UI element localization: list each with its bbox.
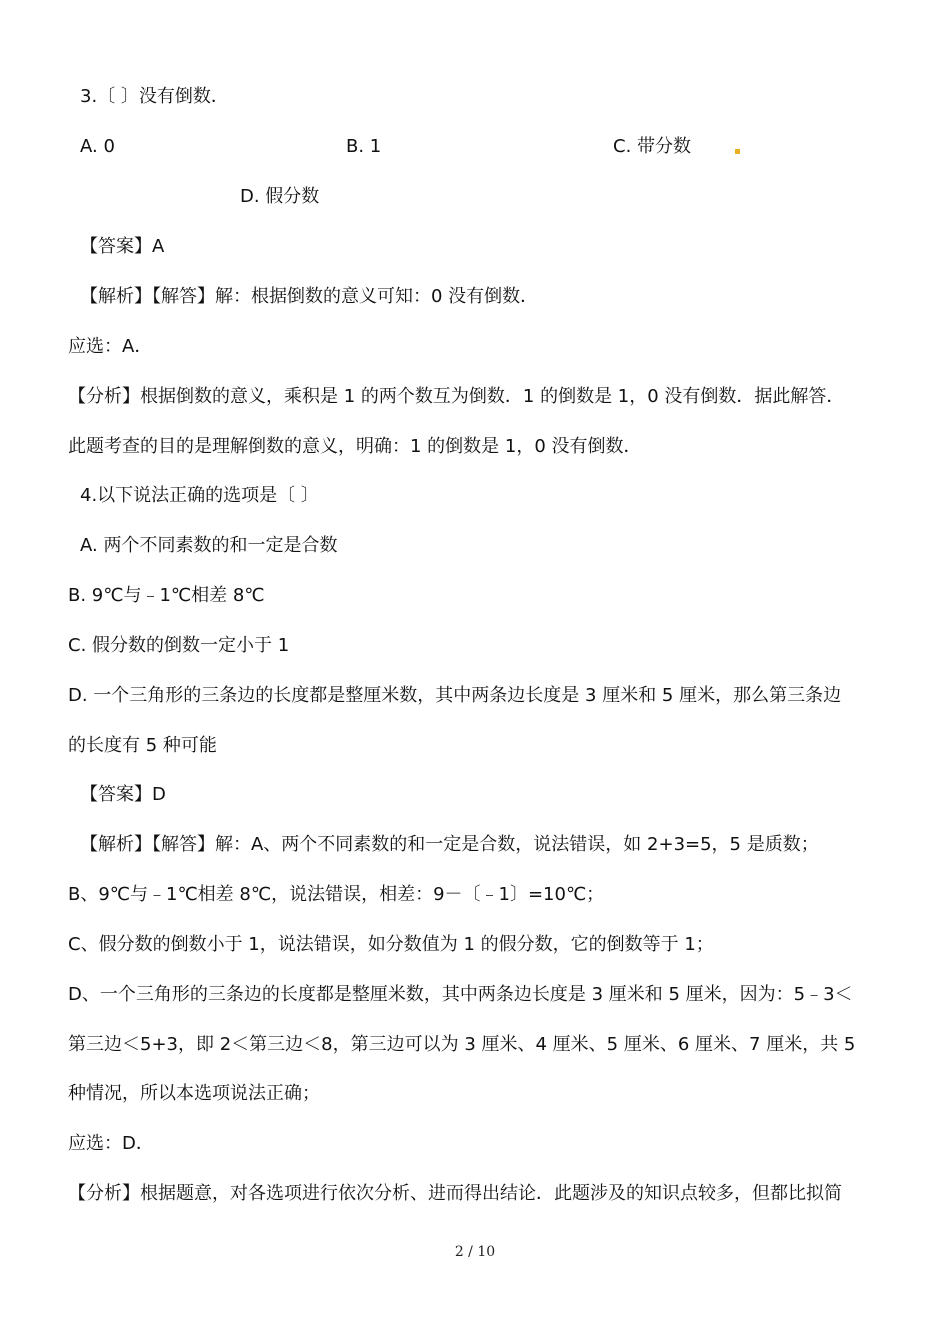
option-a: A. 两个不同素数的和一定是合数 [80, 535, 338, 556]
analysis-d-line-3: 种情况，所以本选项说法正确； [68, 1083, 320, 1104]
analysis: 【解析】【解答】解：根据倒数的意义可知：0 没有倒数． [80, 286, 539, 307]
option-d: D. 假分数 [240, 186, 320, 207]
highlight-marker [735, 149, 740, 154]
option-d-line-1: D. 一个三角形的三条边的长度都是整厘米数，其中两条边长度是 3 厘米和 5 厘米，那么第三条边 [68, 685, 842, 706]
option-b: B. 9℃与﹣1℃相差 8℃ [68, 585, 265, 606]
summary-line-1: 【分析】根据倒数的意义，乘积是 1 的两个数互为倒数．1 的倒数是 1，0 没有倒数．据此解答． [68, 386, 845, 407]
option-a: A. 0 [80, 136, 115, 157]
analysis-b: B、9℃与﹣1℃相差 8℃，说法错误，相差：9－〔﹣1〕=10℃； [68, 884, 605, 905]
analysis-d-line-1: D、一个三角形的三条边的长度都是整厘米数，其中两条边长度是 3 厘米和 5 厘米，因为：5﹣3＜ [68, 984, 853, 1005]
option-d-line-2: 的长度有 5 种可能 [68, 735, 217, 756]
summary: 【分析】根据题意，对各选项进行依次分析、进而得出结论．此题涉及的知识点较多，但都比拟简 [68, 1183, 842, 1204]
analysis-c: C、假分数的倒数小于 1，说法错误，如分数值为 1 的假分数，它的倒数等于 1； [68, 934, 714, 955]
page-number: 2 / 10 [454, 1244, 496, 1260]
option-c: C. 带分数 [613, 136, 692, 157]
analysis-a: 【解析】【解答】解：A、两个不同素数的和一定是合数，说法错误，如 2+3=5，5 是质数； [80, 834, 819, 855]
choose: 应选：D． [68, 1133, 154, 1154]
answer: 【答案】A [80, 236, 165, 257]
question-3-stem: 3.〔 〕没有倒数． [80, 86, 229, 107]
summary-line-2: 此题考查的目的是理解倒数的意义，明确：1 的倒数是 1，0 没有倒数． [68, 436, 642, 457]
analysis-d-line-2: 第三边＜5+3，即 2＜第三边＜8，第三边可以为 3 厘米、4 厘米、5 厘米、6 厘米、7 厘米，共 5 [68, 1034, 856, 1055]
question-4-stem: 4.以下说法正确的选项是〔 〕 [80, 485, 319, 506]
answer: 【答案】D [80, 784, 166, 805]
choose: 应选：A． [68, 336, 153, 357]
option-b: B. 1 [346, 136, 382, 157]
option-c: C. 假分数的倒数一定小于 1 [68, 635, 290, 656]
